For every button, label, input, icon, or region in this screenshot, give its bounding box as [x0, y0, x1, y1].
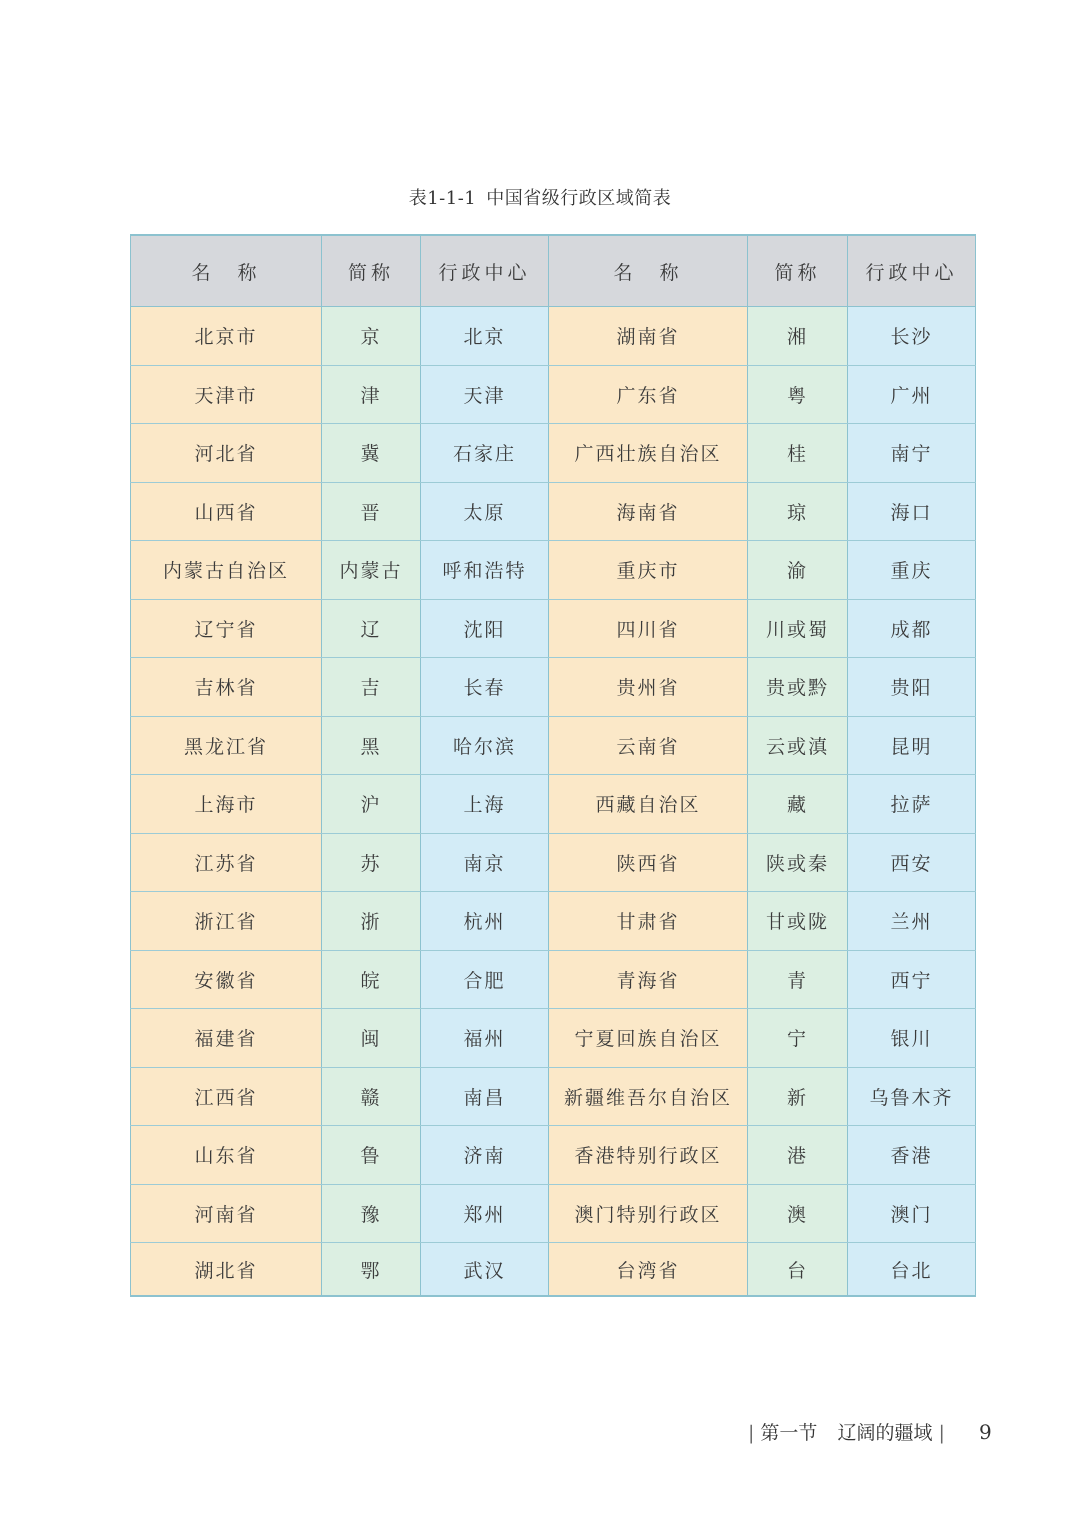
table-body	[131, 307, 976, 1297]
cell-capital: 香港	[848, 1126, 976, 1185]
page-number: 9	[978, 1420, 992, 1444]
footer-section: 第一节	[760, 1422, 818, 1444]
cell-province-name: 山西省	[131, 482, 322, 541]
table-row	[131, 541, 976, 600]
cell-capital: 西宁	[848, 950, 976, 1009]
cell-capital: 台北	[848, 1243, 976, 1297]
cell-abbreviation: 闽	[322, 1009, 421, 1068]
cell-province-name: 陕西省	[549, 833, 748, 892]
province-table	[130, 234, 976, 1297]
cell-abbreviation: 粤	[748, 365, 848, 424]
table-row	[131, 833, 976, 892]
cell-abbreviation: 云或滇	[748, 716, 848, 775]
cell-abbreviation: 陕或秦	[748, 833, 848, 892]
footer-title: 辽阔的疆域	[837, 1422, 933, 1444]
table-row	[131, 1126, 976, 1185]
table-row	[131, 775, 976, 834]
cell-province-name: 内蒙古自治区	[131, 541, 322, 600]
cell-abbreviation: 皖	[322, 950, 421, 1009]
cell-abbreviation: 川或蜀	[748, 599, 848, 658]
cell-province-name: 西藏自治区	[549, 775, 748, 834]
cell-province-name: 广东省	[549, 365, 748, 424]
cell-province-name: 台湾省	[549, 1243, 748, 1297]
cell-capital: 武汉	[421, 1243, 549, 1297]
cell-abbreviation: 甘或陇	[748, 892, 848, 951]
cell-province-name: 海南省	[549, 482, 748, 541]
cell-province-name: 四川省	[549, 599, 748, 658]
cell-abbreviation: 贵或黔	[748, 658, 848, 717]
cell-abbreviation: 沪	[322, 775, 421, 834]
cell-capital: 南宁	[848, 424, 976, 483]
cell-capital: 沈阳	[421, 599, 549, 658]
header-name: 名 称	[131, 235, 322, 307]
cell-capital: 天津	[421, 365, 549, 424]
cell-province-name: 宁夏回族自治区	[549, 1009, 748, 1068]
table-row	[131, 716, 976, 775]
cell-capital: 海口	[848, 482, 976, 541]
cell-abbreviation: 澳	[748, 1184, 848, 1243]
cell-abbreviation: 吉	[322, 658, 421, 717]
cell-capital: 广州	[848, 365, 976, 424]
cell-capital: 福州	[421, 1009, 549, 1068]
cell-abbreviation: 晋	[322, 482, 421, 541]
cell-abbreviation: 冀	[322, 424, 421, 483]
cell-capital: 呼和浩特	[421, 541, 549, 600]
header-name: 名 称	[549, 235, 748, 307]
cell-province-name: 北京市	[131, 307, 322, 366]
cell-province-name: 湖北省	[131, 1243, 322, 1297]
cell-capital: 乌鲁木齐	[848, 1067, 976, 1126]
cell-capital: 重庆	[848, 541, 976, 600]
cell-capital: 银川	[848, 1009, 976, 1068]
cell-abbreviation: 琼	[748, 482, 848, 541]
footer-divider: |	[748, 1422, 755, 1444]
cell-abbreviation: 津	[322, 365, 421, 424]
cell-province-name: 福建省	[131, 1009, 322, 1068]
table-header-row	[131, 235, 976, 307]
cell-province-name: 澳门特别行政区	[549, 1184, 748, 1243]
cell-abbreviation: 桂	[748, 424, 848, 483]
cell-capital: 太原	[421, 482, 549, 541]
cell-capital: 西安	[848, 833, 976, 892]
cell-capital: 济南	[421, 1126, 549, 1185]
table-row	[131, 950, 976, 1009]
table-row	[131, 365, 976, 424]
cell-province-name: 江西省	[131, 1067, 322, 1126]
cell-province-name: 河南省	[131, 1184, 322, 1243]
cell-province-name: 浙江省	[131, 892, 322, 951]
cell-capital: 昆明	[848, 716, 976, 775]
cell-capital: 成都	[848, 599, 976, 658]
table-row	[131, 892, 976, 951]
cell-province-name: 新疆维吾尔自治区	[549, 1067, 748, 1126]
cell-capital: 北京	[421, 307, 549, 366]
table-row	[131, 1243, 976, 1297]
cell-abbreviation: 渝	[748, 541, 848, 600]
cell-capital: 上海	[421, 775, 549, 834]
cell-abbreviation: 黑	[322, 716, 421, 775]
cell-capital: 澳门	[848, 1184, 976, 1243]
header-abbr: 简称	[748, 235, 848, 307]
cell-province-name: 贵州省	[549, 658, 748, 717]
cell-province-name: 安徽省	[131, 950, 322, 1009]
cell-abbreviation: 港	[748, 1126, 848, 1185]
cell-abbreviation: 辽	[322, 599, 421, 658]
cell-abbreviation: 赣	[322, 1067, 421, 1126]
cell-abbreviation: 豫	[322, 1184, 421, 1243]
cell-province-name: 辽宁省	[131, 599, 322, 658]
cell-abbreviation: 青	[748, 950, 848, 1009]
cell-abbreviation: 内蒙古	[322, 541, 421, 600]
cell-capital: 杭州	[421, 892, 549, 951]
cell-abbreviation: 苏	[322, 833, 421, 892]
table-caption-title: 中国省级行政区域简表	[486, 188, 672, 209]
cell-capital: 长沙	[848, 307, 976, 366]
footer-divider: |	[938, 1422, 945, 1444]
cell-abbreviation: 台	[748, 1243, 848, 1297]
cell-capital: 南昌	[421, 1067, 549, 1126]
cell-capital: 兰州	[848, 892, 976, 951]
table-row	[131, 599, 976, 658]
cell-capital: 哈尔滨	[421, 716, 549, 775]
table-row	[131, 1067, 976, 1126]
cell-province-name: 甘肃省	[549, 892, 748, 951]
cell-capital: 贵阳	[848, 658, 976, 717]
cell-province-name: 吉林省	[131, 658, 322, 717]
cell-province-name: 江苏省	[131, 833, 322, 892]
cell-province-name: 黑龙江省	[131, 716, 322, 775]
cell-capital: 石家庄	[421, 424, 549, 483]
cell-abbreviation: 藏	[748, 775, 848, 834]
cell-province-name: 云南省	[549, 716, 748, 775]
cell-abbreviation: 宁	[748, 1009, 848, 1068]
cell-abbreviation: 鲁	[322, 1126, 421, 1185]
cell-capital: 郑州	[421, 1184, 549, 1243]
table-row	[131, 1184, 976, 1243]
table-caption-number: 表1-1-1	[408, 188, 477, 209]
cell-province-name: 湖南省	[549, 307, 748, 366]
cell-province-name: 香港特别行政区	[549, 1126, 748, 1185]
table-row	[131, 307, 976, 366]
header-abbr: 简称	[322, 235, 421, 307]
table-row	[131, 424, 976, 483]
cell-capital: 拉萨	[848, 775, 976, 834]
table-row	[131, 1009, 976, 1068]
cell-province-name: 上海市	[131, 775, 322, 834]
cell-province-name: 山东省	[131, 1126, 322, 1185]
table-row	[131, 482, 976, 541]
cell-capital: 合肥	[421, 950, 549, 1009]
cell-province-name: 广西壮族自治区	[549, 424, 748, 483]
cell-abbreviation: 新	[748, 1067, 848, 1126]
cell-province-name: 天津市	[131, 365, 322, 424]
page-footer	[742, 1418, 992, 1445]
cell-capital: 长春	[421, 658, 549, 717]
header-capital: 行政中心	[421, 235, 549, 307]
cell-abbreviation: 浙	[322, 892, 421, 951]
cell-abbreviation: 湘	[748, 307, 848, 366]
cell-province-name: 河北省	[131, 424, 322, 483]
table-caption	[0, 184, 1080, 210]
cell-abbreviation: 京	[322, 307, 421, 366]
cell-abbreviation: 鄂	[322, 1243, 421, 1297]
cell-province-name: 青海省	[549, 950, 748, 1009]
cell-province-name: 重庆市	[549, 541, 748, 600]
table-row	[131, 658, 976, 717]
cell-capital: 南京	[421, 833, 549, 892]
header-capital: 行政中心	[848, 235, 976, 307]
